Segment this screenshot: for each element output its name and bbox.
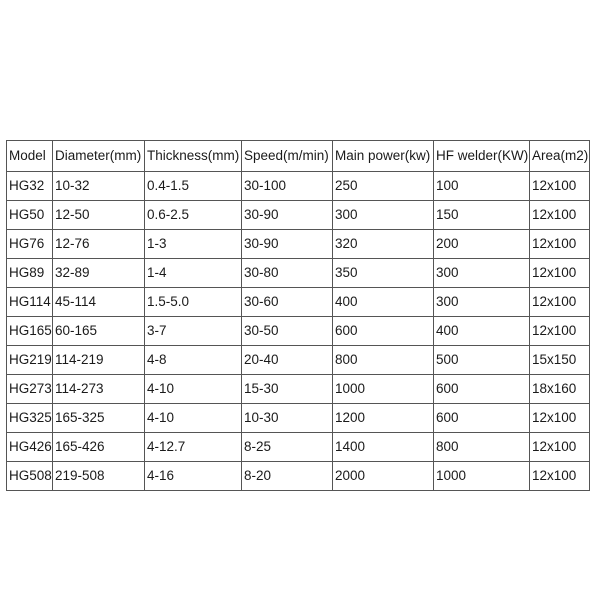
cell-speed: 30-90 (242, 201, 333, 230)
cell-main-power: 1000 (333, 375, 434, 404)
table-row (7, 375, 590, 404)
cell-area: 12x100 (530, 288, 590, 317)
header-speed: Speed(m/min) (242, 141, 333, 172)
cell-hf-welder: 1000 (434, 462, 530, 491)
cell-area: 12x100 (530, 201, 590, 230)
cell-model: HG114 (7, 288, 53, 317)
cell-thickness: 4-12.7 (145, 433, 242, 462)
cell-hf-welder: 100 (434, 172, 530, 201)
table-row (7, 317, 590, 346)
cell-speed: 15-30 (242, 375, 333, 404)
cell-speed: 20-40 (242, 346, 333, 375)
cell-thickness: 4-10 (145, 375, 242, 404)
table-body (7, 172, 590, 491)
cell-area: 12x100 (530, 172, 590, 201)
table-header-row (7, 141, 590, 172)
header-thickness: Thickness(mm) (145, 141, 242, 172)
cell-area: 12x100 (530, 259, 590, 288)
cell-main-power: 1200 (333, 404, 434, 433)
table-row (7, 462, 590, 491)
cell-speed: 8-25 (242, 433, 333, 462)
header-area: Area(m2) (530, 141, 590, 172)
cell-main-power: 400 (333, 288, 434, 317)
cell-model: HG508 (7, 462, 53, 491)
cell-main-power: 300 (333, 201, 434, 230)
cell-hf-welder: 300 (434, 288, 530, 317)
cell-diameter: 12-50 (53, 201, 145, 230)
cell-speed: 30-100 (242, 172, 333, 201)
header-model: Model (7, 141, 53, 172)
cell-diameter: 114-273 (53, 375, 145, 404)
cell-hf-welder: 150 (434, 201, 530, 230)
cell-thickness: 4-16 (145, 462, 242, 491)
cell-main-power: 320 (333, 230, 434, 259)
cell-diameter: 114-219 (53, 346, 145, 375)
cell-diameter: 219-508 (53, 462, 145, 491)
cell-model: HG273 (7, 375, 53, 404)
cell-main-power: 250 (333, 172, 434, 201)
cell-thickness: 3-7 (145, 317, 242, 346)
cell-hf-welder: 600 (434, 375, 530, 404)
cell-hf-welder: 400 (434, 317, 530, 346)
table-row (7, 201, 590, 230)
cell-diameter: 10-32 (53, 172, 145, 201)
table-row (7, 172, 590, 201)
cell-model: HG165 (7, 317, 53, 346)
cell-speed: 30-60 (242, 288, 333, 317)
table-row (7, 346, 590, 375)
cell-main-power: 2000 (333, 462, 434, 491)
cell-thickness: 1.5-5.0 (145, 288, 242, 317)
cell-hf-welder: 200 (434, 230, 530, 259)
cell-thickness: 0.6-2.5 (145, 201, 242, 230)
cell-area: 15x150 (530, 346, 590, 375)
cell-main-power: 1400 (333, 433, 434, 462)
cell-diameter: 60-165 (53, 317, 145, 346)
cell-model: HG50 (7, 201, 53, 230)
cell-thickness: 1-4 (145, 259, 242, 288)
cell-speed: 10-30 (242, 404, 333, 433)
table-row (7, 404, 590, 433)
cell-diameter: 45-114 (53, 288, 145, 317)
cell-area: 12x100 (530, 317, 590, 346)
table-row (7, 433, 590, 462)
cell-diameter: 165-426 (53, 433, 145, 462)
table-row (7, 288, 590, 317)
header-main-power: Main power(kw) (333, 141, 434, 172)
table-row (7, 259, 590, 288)
cell-hf-welder: 800 (434, 433, 530, 462)
cell-thickness: 0.4-1.5 (145, 172, 242, 201)
cell-main-power: 800 (333, 346, 434, 375)
specification-table (6, 140, 590, 491)
cell-area: 12x100 (530, 433, 590, 462)
cell-area: 12x100 (530, 230, 590, 259)
cell-hf-welder: 300 (434, 259, 530, 288)
cell-main-power: 350 (333, 259, 434, 288)
cell-speed: 30-80 (242, 259, 333, 288)
cell-thickness: 1-3 (145, 230, 242, 259)
cell-model: HG219 (7, 346, 53, 375)
cell-model: HG32 (7, 172, 53, 201)
cell-model: HG325 (7, 404, 53, 433)
table-row (7, 230, 590, 259)
cell-main-power: 600 (333, 317, 434, 346)
cell-hf-welder: 600 (434, 404, 530, 433)
cell-area: 12x100 (530, 462, 590, 491)
cell-diameter: 165-325 (53, 404, 145, 433)
cell-hf-welder: 500 (434, 346, 530, 375)
cell-thickness: 4-8 (145, 346, 242, 375)
cell-thickness: 4-10 (145, 404, 242, 433)
cell-area: 18x160 (530, 375, 590, 404)
cell-speed: 30-90 (242, 230, 333, 259)
cell-model: HG426 (7, 433, 53, 462)
cell-diameter: 12-76 (53, 230, 145, 259)
cell-area: 12x100 (530, 404, 590, 433)
cell-speed: 8-20 (242, 462, 333, 491)
header-diameter: Diameter(mm) (53, 141, 145, 172)
cell-speed: 30-50 (242, 317, 333, 346)
cell-diameter: 32-89 (53, 259, 145, 288)
cell-model: HG89 (7, 259, 53, 288)
header-hf-welder: HF welder(KW) (434, 141, 530, 172)
cell-model: HG76 (7, 230, 53, 259)
